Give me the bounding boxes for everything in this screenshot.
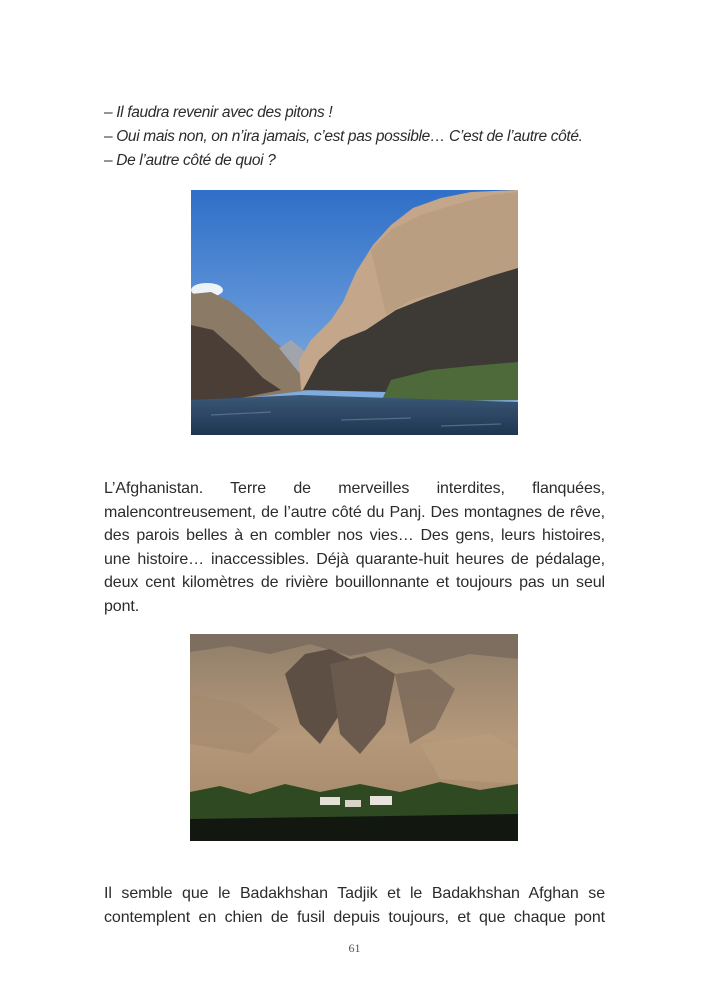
photo-mountain-village: [190, 634, 518, 841]
page-number: 61: [348, 941, 361, 955]
dialogue-line: – Oui mais non, on n’ira jamais, c’est pas possible… C’est de l’autre côté.: [104, 128, 583, 145]
body-paragraph: L’Afghanistan. Terre de merveilles interdites, flanquées, malencontreusement, de l’autre côté du Panj. Des montagnes de rêve, des parois belles à en combler nos vies… Des gens, leurs histoires, une histoire… inaccessibles. Déjà quarante-huit heures de pédalage, deux cent kilomètres de rivière bouillonnante et toujours pas un seul pont.: [104, 480, 605, 615]
photo-river-gorge: [191, 190, 518, 435]
body-paragraph: Il semble que le Badakhshan Tadjik et le Badakhshan Afghan se contemplent en chien de fusil depuis toujours, et que chaque pont: [104, 885, 605, 926]
dialogue-line: – De l’autre côté de quoi ?: [104, 152, 276, 169]
dialogue-line: – Il faudra revenir avec des pitons !: [104, 104, 333, 121]
dialogue-block: [104, 101, 624, 173]
